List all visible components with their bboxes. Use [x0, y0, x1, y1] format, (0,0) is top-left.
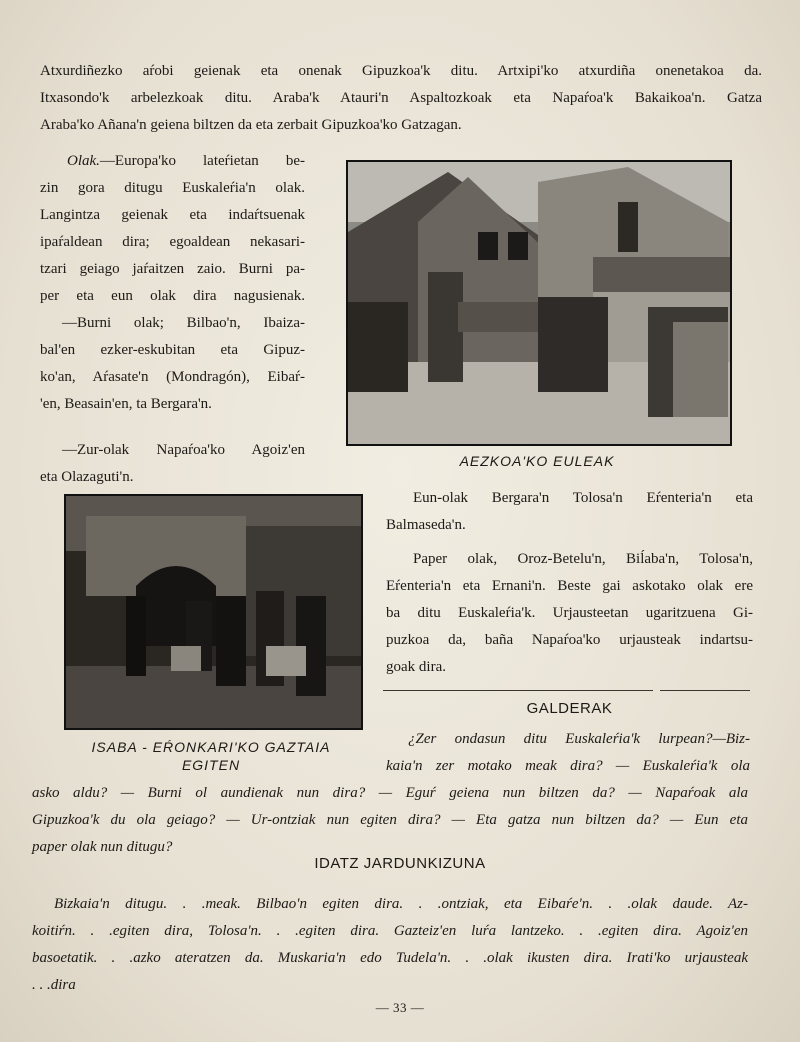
olak-line: Langintza geienak eta indaŕtsuenak — [40, 207, 305, 223]
zur-line: —Zur-olak Napaŕoa'ko Agoiz'en — [62, 442, 305, 458]
olak-line: per eta eun olak dira nagusienak. — [40, 288, 305, 304]
weavers-scene-image — [348, 162, 730, 444]
olak-line: zin gora ditugu Euskaleŕia'n olak. — [40, 180, 305, 196]
exercise-line: basoetatik. . .azko ateratzen da. Muskaria'n edo Tudela'n. . .olak ikusten dira. Irati'ko urjausteak — [32, 950, 748, 966]
question-line: ¿Zer ondasun ditu Euskaleŕia'k lurpean?—Biz- — [408, 731, 750, 747]
question-line: Gipuzkoa'k du ola geiago? — Ur-ontziak nun egiten dira? — Eta gatza nun biltzen da? — Eun eta — [32, 812, 748, 828]
photo-aezkoa-weavers — [346, 160, 732, 446]
photo-aezkoa-caption: AEZKOA'KO EULEAK — [459, 453, 615, 469]
olak-line: —Burni olak; Bilbao'n, Ibaiza- — [62, 315, 305, 331]
page-number: — 33 — — [375, 1000, 425, 1015]
galderak-heading: GALDERAK — [526, 700, 613, 717]
paper-line: puzkoa da, baña Napaŕoa'ko urjausteak indartsu- — [386, 632, 753, 648]
question-line: asko aldu? — Burni ol aundienak nun dira? — Eguŕ geiena nun biltzen da? — Napaŕoak ala — [32, 785, 748, 801]
exercise-line: Bizkaia'n ditugu. . .meak. Bilbao'n egiten dira. . .ontziak, eta Eibaŕe'n. . .olak daude. Az- — [54, 896, 748, 912]
cheese-making-scene-image — [66, 496, 361, 728]
galderak-questions-full — [32, 780, 748, 861]
photo-isaba-caption — [56, 738, 366, 774]
isaba-caption-line: EGITEN — [181, 757, 241, 773]
paper-line: Paper olak, Oroz-Betelu'n, Biĺaba'n, Tolosa'n, — [413, 551, 753, 567]
olak-line — [40, 148, 305, 175]
paper-olak-paragraph — [386, 546, 753, 681]
photo-isaba-cheese — [64, 494, 363, 730]
olak-line: bal'en ezker-eskubitan eta Gipuz- — [40, 342, 305, 358]
section-divider — [660, 690, 750, 691]
exercise-line: . . .dira — [32, 977, 76, 993]
olak-line: tzari geiago jaŕaitzen zaio. Burni pa- — [40, 261, 305, 277]
isaba-caption-line: ISABA - EŔONKARI'KO GAZTAIA — [91, 739, 331, 755]
olak-term: Olak. — [67, 153, 100, 169]
idatz-exercise — [32, 891, 748, 999]
olak-line: 'en, Beasain'en, ta Bergara'n. — [40, 396, 212, 412]
section-divider — [383, 690, 653, 691]
olak-line: ko'an, Aŕasate'n (Mondragón), Eibaŕ- — [40, 369, 305, 385]
olak-paragraph — [40, 148, 305, 418]
eun-line: Eun-olak Bergara'n Tolosa'n Eŕenteria'n eta — [413, 490, 753, 506]
zur-olak-paragraph — [40, 437, 305, 491]
paper-line: goak dira. — [386, 659, 446, 675]
eun-olak-paragraph — [386, 485, 753, 539]
galderak-questions-right — [386, 726, 750, 780]
olak-line-text: —Europa'ko lateŕietan be- — [99, 153, 305, 169]
question-line: kaia'n zer motako meak dira? — Euskaleŕia'k ola — [386, 758, 750, 774]
zur-line: eta Olazaguti'n. — [40, 469, 134, 485]
idatz-heading: IDATZ JARDUNKIZUNA — [314, 855, 486, 872]
olak-line: ipaŕaldean dira; egoaldean nekasari- — [40, 234, 305, 250]
intro-paragraph — [40, 58, 762, 139]
exercise-line: koitiŕn. . .egiten dira, Tolosa'n. . .egiten dira. Gazteiz'en luŕa lantzeko. . .egiten dira. Agoiz'en — [32, 923, 748, 939]
intro-line: Atxurdiñezko aŕobi geienak eta onenak Gipuzkoa'k ditu. Artxipi'ko atxurdiña onenetakoa da. — [40, 63, 762, 79]
paper-line: ba ditu Euskaleŕia'k. Urjausteetan ugaritzuena Gi- — [386, 605, 753, 621]
intro-line: Itxasondo'k arbelezkoak ditu. Araba'k Atauri'n Aspaltozkoak eta Napaŕoa'k Bakaikoa'n. Gatza — [40, 90, 762, 106]
paper-line: Eŕenteria'n eta Ernani'n. Beste gai askotako olak ere — [386, 578, 753, 594]
eun-line: Balmaseda'n. — [386, 517, 466, 533]
intro-line: Araba'ko Añana'n geiena biltzen da eta zerbait Gipuzkoa'ko Gatzagan. — [40, 117, 462, 133]
question-line: paper olak nun ditugu? — [32, 839, 173, 855]
